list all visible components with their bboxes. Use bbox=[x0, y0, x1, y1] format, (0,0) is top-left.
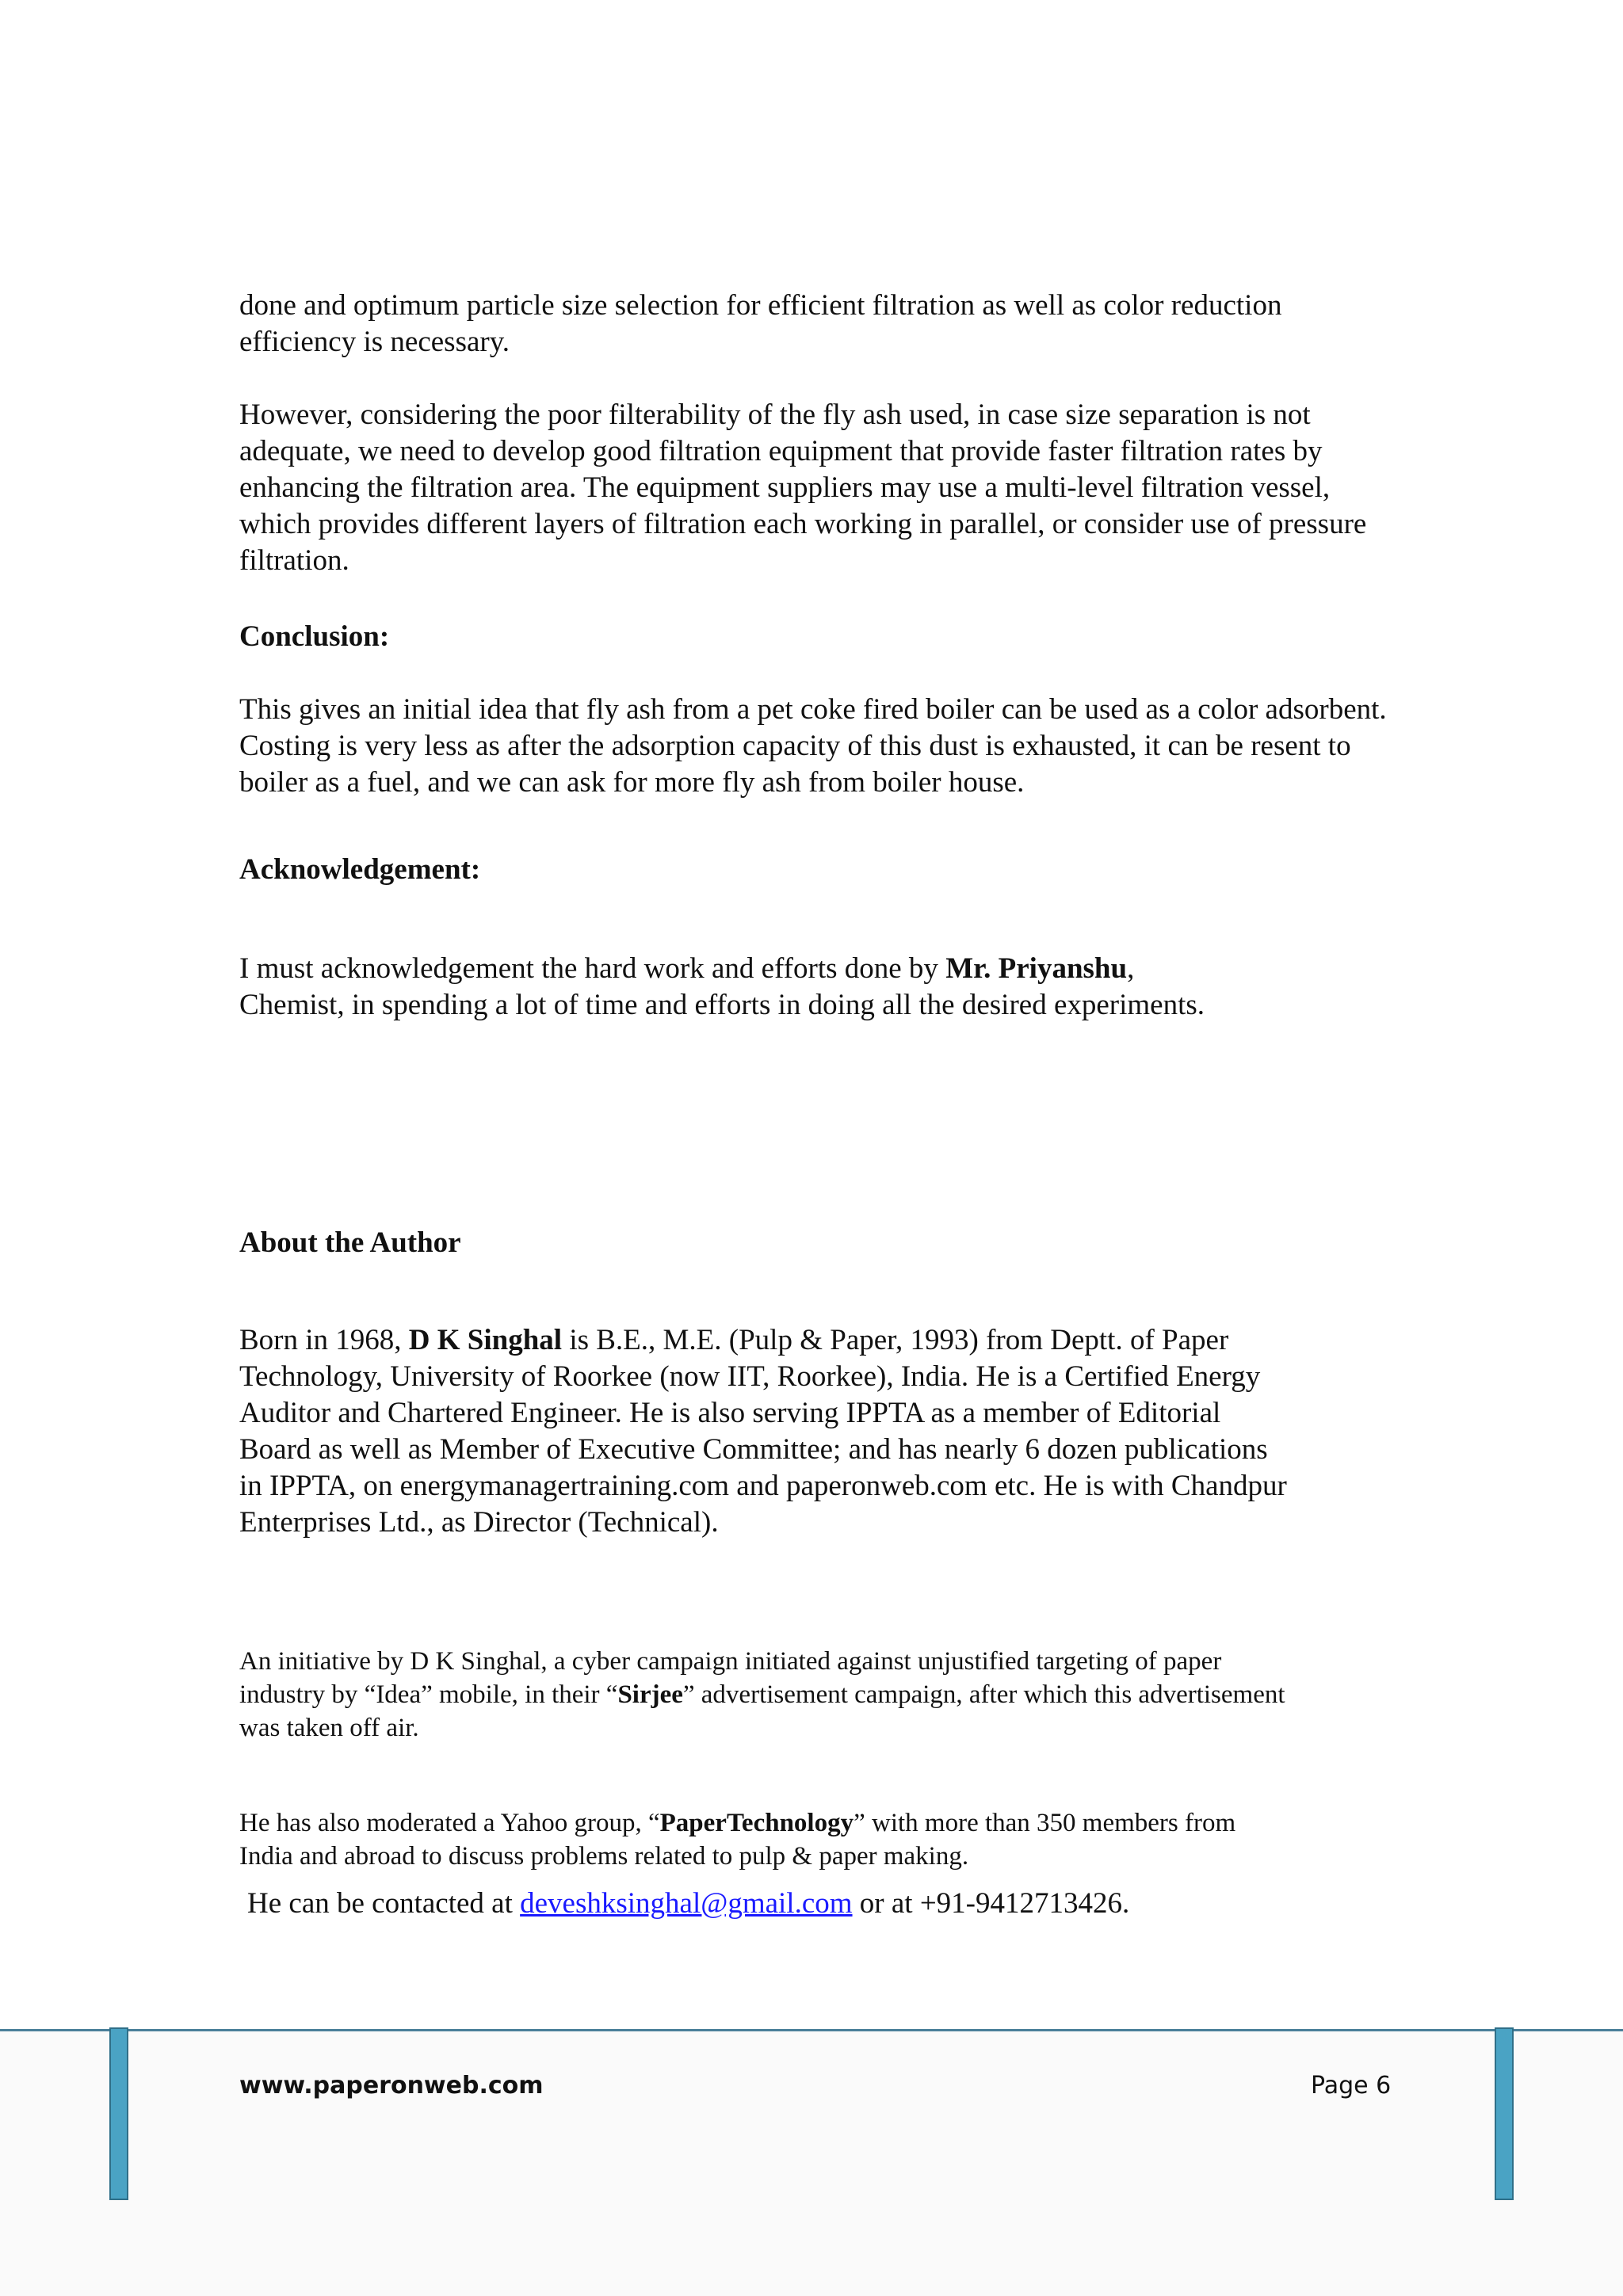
footer-left-bar bbox=[109, 2027, 128, 2200]
acknowledgement-text-after: , Chemist, in spending a lot of time and efforts in doing all the desired experiments. bbox=[239, 952, 1205, 1021]
acknowledgement-heading: Acknowledgement: bbox=[239, 853, 481, 886]
acknowledgement-text-before: I must acknowledgement the hard work and efforts done by bbox=[239, 952, 946, 985]
footer-divider bbox=[0, 2029, 1623, 2031]
initiative-text bbox=[239, 1645, 1285, 1745]
initiative-campaign-name: Sirjee bbox=[617, 1680, 683, 1709]
yahoo-group-text-before: He has also moderated a Yahoo group, “ bbox=[239, 1809, 660, 1837]
yahoo-group-text-after: ” with more than 350 members from India and abroad to discuss problems related to pulp & paper making. bbox=[239, 1809, 1236, 1871]
contact-text-before: He can be contacted at bbox=[247, 1887, 521, 1920]
contact-text-after: or at +91-9412713426. bbox=[852, 1887, 1130, 1920]
about-author-heading: About the Author bbox=[239, 1226, 461, 1259]
initiative-text-before: An initiative by D K Singhal, a cyber campaign initiated against unjustified targeting of paper industry by “Idea” mobile, in their “ bbox=[239, 1647, 1222, 1709]
conclusion-heading: Conclusion: bbox=[239, 620, 390, 653]
footer-page-number: Page 6 bbox=[1311, 2072, 1392, 2100]
author-bio-after: is B.E., M.E. (Pulp & Paper, 1993) from Deptt. of Paper Technology, University of Roorkee (now IIT, Roorkee), India. He is a Certified Energy Auditor and Chartered Engineer. He is also serving IPPTA as a member of Editorial Board as well as Member of Executive Committee; and has nearly 6 dozen publications in IPPTA, on energymanagertraining.com and paperonweb.com etc. He is with Chandpur Enterprises Ltd., as Director (Technical). bbox=[239, 1324, 1287, 1539]
yahoo-group-name: PaperTechnology bbox=[659, 1809, 854, 1837]
contact-line bbox=[247, 1886, 1436, 1922]
footer-right-bar bbox=[1495, 2027, 1514, 2200]
footer-website: www.paperonweb.com bbox=[239, 2072, 544, 2100]
author-bio-before: Born in 1968, bbox=[239, 1324, 409, 1356]
acknowledgement-name: Mr. Priyanshu bbox=[945, 952, 1128, 985]
contact-email-link[interactable]: deveshksinghal@gmail.com bbox=[520, 1887, 853, 1920]
paragraph-filtration-equipment: However, considering the poor filterability of the fly ash used, in case size separation is not adequate, we need to develop good filtration equipment that provide faster filtration rates by enhancing the filtration area. The equipment suppliers may use a multi-level filtration vessel, which provides different layers of filtration each working in parallel, or consider use of pressure filtration. bbox=[239, 399, 1367, 577]
initiative-text-after: ” advertisement campaign, after which this advertisement was taken off air. bbox=[239, 1680, 1285, 1742]
paragraph-filtration-intro: done and optimum particle size selection for efficient filtration as well as color reduction efficiency is necessary. bbox=[239, 289, 1282, 358]
conclusion-text: This gives an initial idea that fly ash from a pet coke fired boiler can be used as a color adsorbent. Costing is very less as after the adsorption capacity of this dust is exhausted, it can be resent to boiler as a fuel, and we can ask for more fly ash from boiler house. bbox=[239, 693, 1387, 799]
acknowledgement-text bbox=[239, 951, 1238, 1024]
yahoo-group-text bbox=[239, 1806, 1285, 1873]
author-name: D K Singhal bbox=[408, 1324, 563, 1356]
author-bio bbox=[239, 1322, 1293, 1541]
